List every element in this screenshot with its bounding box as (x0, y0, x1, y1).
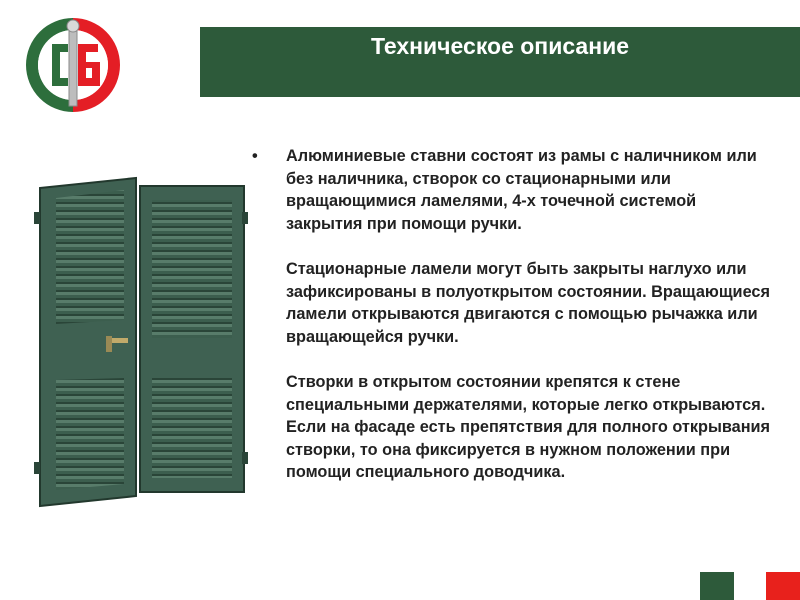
aluminium-shutter-photo-icon (26, 172, 270, 518)
paragraph-2: Стационарные ламели могут быть закрыты наглухо или зафиксированы в полуоткрытом состоянии. Вращающиеся ламели открываются двигаются с помощью рычажка или вращающейся ручки. (286, 260, 770, 346)
red-square (766, 572, 800, 600)
bullet-marker: • (252, 147, 258, 165)
company-logo (22, 14, 124, 116)
page-title: Техническое описание (370, 33, 630, 59)
shutter-photo (26, 172, 270, 518)
green-square (700, 572, 734, 600)
paragraph-1: Алюминиевые ставни состоят из рамы с наличником или без наличника, створок со стационарными или вращающимися ламелями, 4-х точечной системой закрытия при помощи ручки. (286, 147, 757, 233)
paragraph-3: Створки в открытом состоянии крепятся к стене специальными держателями, которые легко открываются. Если на фасаде есть препятствия для полного открывания створки, то она фиксируется в нужном положении при помощи специального доводчика. (286, 373, 771, 481)
description-text (252, 145, 772, 507)
title-bar (200, 27, 800, 97)
logo-icon (22, 14, 124, 116)
